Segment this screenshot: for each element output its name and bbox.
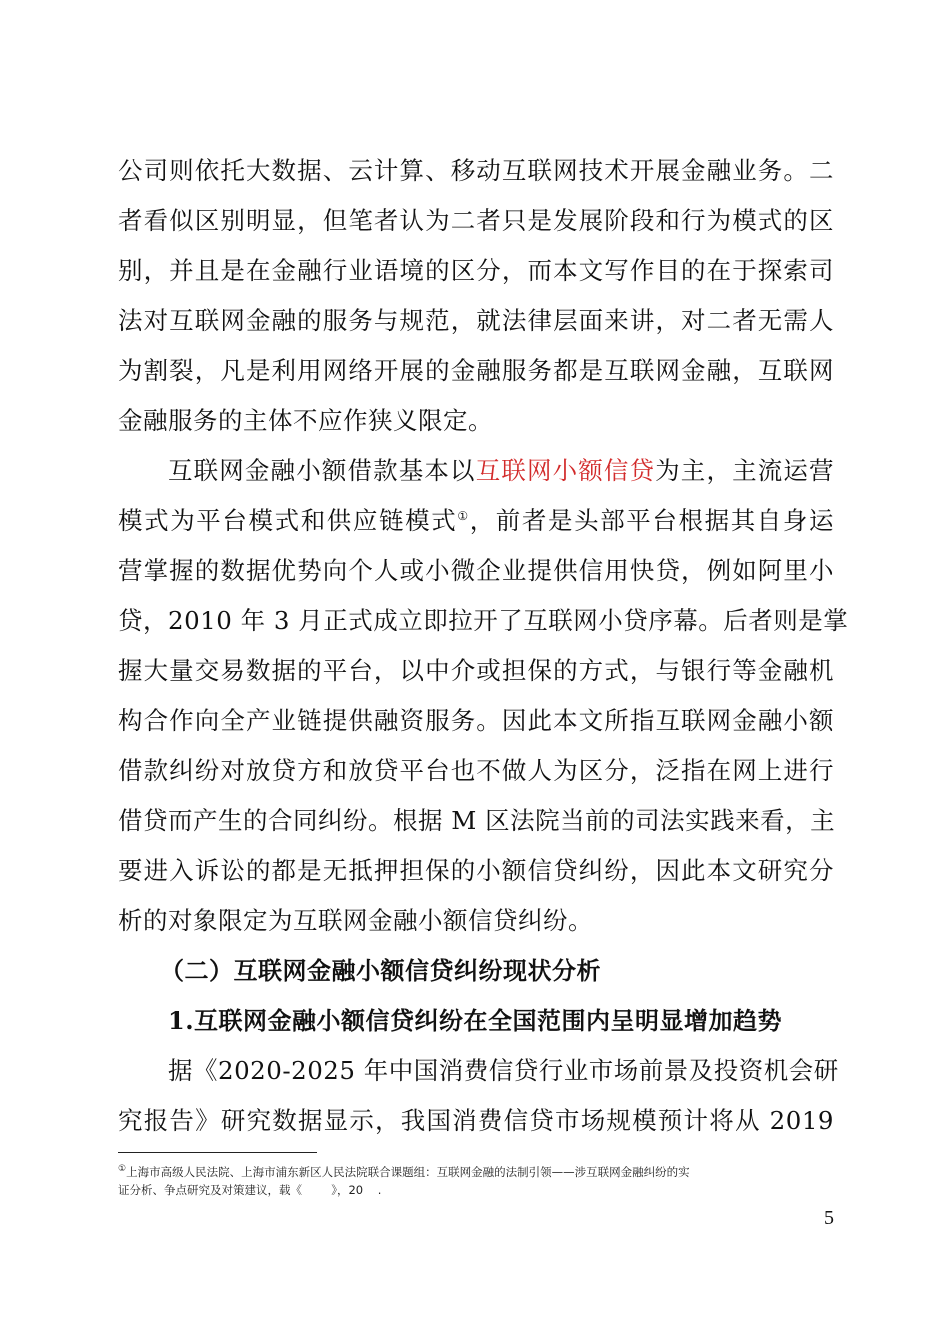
footnote-marker: ① <box>118 1164 127 1175</box>
paragraph-line: 握大量交易数据的平台，以中介或担保的方式，与银行等金融机 <box>118 656 834 685</box>
paragraph-line: 要进入诉讼的都是无抵押担保的小额信贷纠纷，因此本文研究分 <box>118 856 834 885</box>
text-span: 为主，主流运营 <box>655 456 835 485</box>
text-span: 模式为平台模式和供应链模式 <box>118 506 458 535</box>
paragraph-line: 为割裂，凡是利用网络开展的金融服务都是互联网金融，互联网 <box>118 356 834 385</box>
page-number: 5 <box>824 1207 834 1229</box>
paragraph-line: 据《2020-2025 年中国消费信贷行业市场前景及投资机会研 <box>168 1056 839 1085</box>
paragraph-line: 贷，2010 年 3 月正式成立即拉开了互联网小贷序幕。后者则是掌 <box>118 606 849 635</box>
paragraph-line: 营掌握的数据优势向个人或小微企业提供信用快贷，例如阿里小 <box>118 556 834 585</box>
paragraph-line <box>118 506 834 536</box>
paragraph-line: 法对互联网金融的服务与规范，就法律层面来讲，对二者无需人 <box>118 306 834 335</box>
paragraph-line: 究报告》研究数据显示，我国消费信贷市场规模预计将从 2019 <box>118 1106 834 1135</box>
text-span: 互联网金融小额借款基本以 <box>168 456 476 485</box>
paragraph-line: 金融服务的主体不应作狭义限定。 <box>118 406 493 435</box>
footnote-separator <box>118 1152 317 1153</box>
paragraph-line: 公司则依托大数据、云计算、移动互联网技术开展金融业务。二 <box>118 156 834 185</box>
paragraph-line: 借贷而产生的合同纠纷。根据 M 区法院当前的司法实践来看，主 <box>118 806 836 835</box>
footnote-line <box>118 1164 834 1180</box>
footnote-reference[interactable]: ① <box>457 508 470 523</box>
footnote-line: 证分析、争点研究及对策建议，载《 》，20 . <box>118 1183 382 1197</box>
paragraph-line: 构合作向全产业链提供融资服务。因此本文所指互联网金融小额 <box>118 706 834 735</box>
paragraph-line: 者看似区别明显，但笔者认为二者只是发展阶段和行为模式的区 <box>118 206 834 235</box>
subsection-heading: 1.互联网金融小额信贷纠纷在全国范围内呈明显增加趋势 <box>168 1006 783 1035</box>
paragraph-line: 析的对象限定为互联网金融小额信贷纠纷。 <box>118 906 593 935</box>
paragraph-line: 别，并且是在金融行业语境的区分，而本文写作目的在于探索司 <box>118 256 834 285</box>
footnote-text: 上海市高级人民法院、上海市浦东新区人民法院联合课题组：互联网金融的法制引领——涉互联网金融纠纷的实 <box>126 1165 690 1179</box>
paragraph-line <box>168 456 834 486</box>
section-heading: （二）互联网金融小额信贷纠纷现状分析 <box>160 956 601 985</box>
paragraph-line: 借款纠纷对放贷方和放贷平台也不做人为区分，泛指在网上进行 <box>118 756 834 785</box>
highlighted-term: 互联网小额信贷 <box>475 456 656 485</box>
text-span: ，前者是头部平台根据其自身运 <box>469 506 835 535</box>
